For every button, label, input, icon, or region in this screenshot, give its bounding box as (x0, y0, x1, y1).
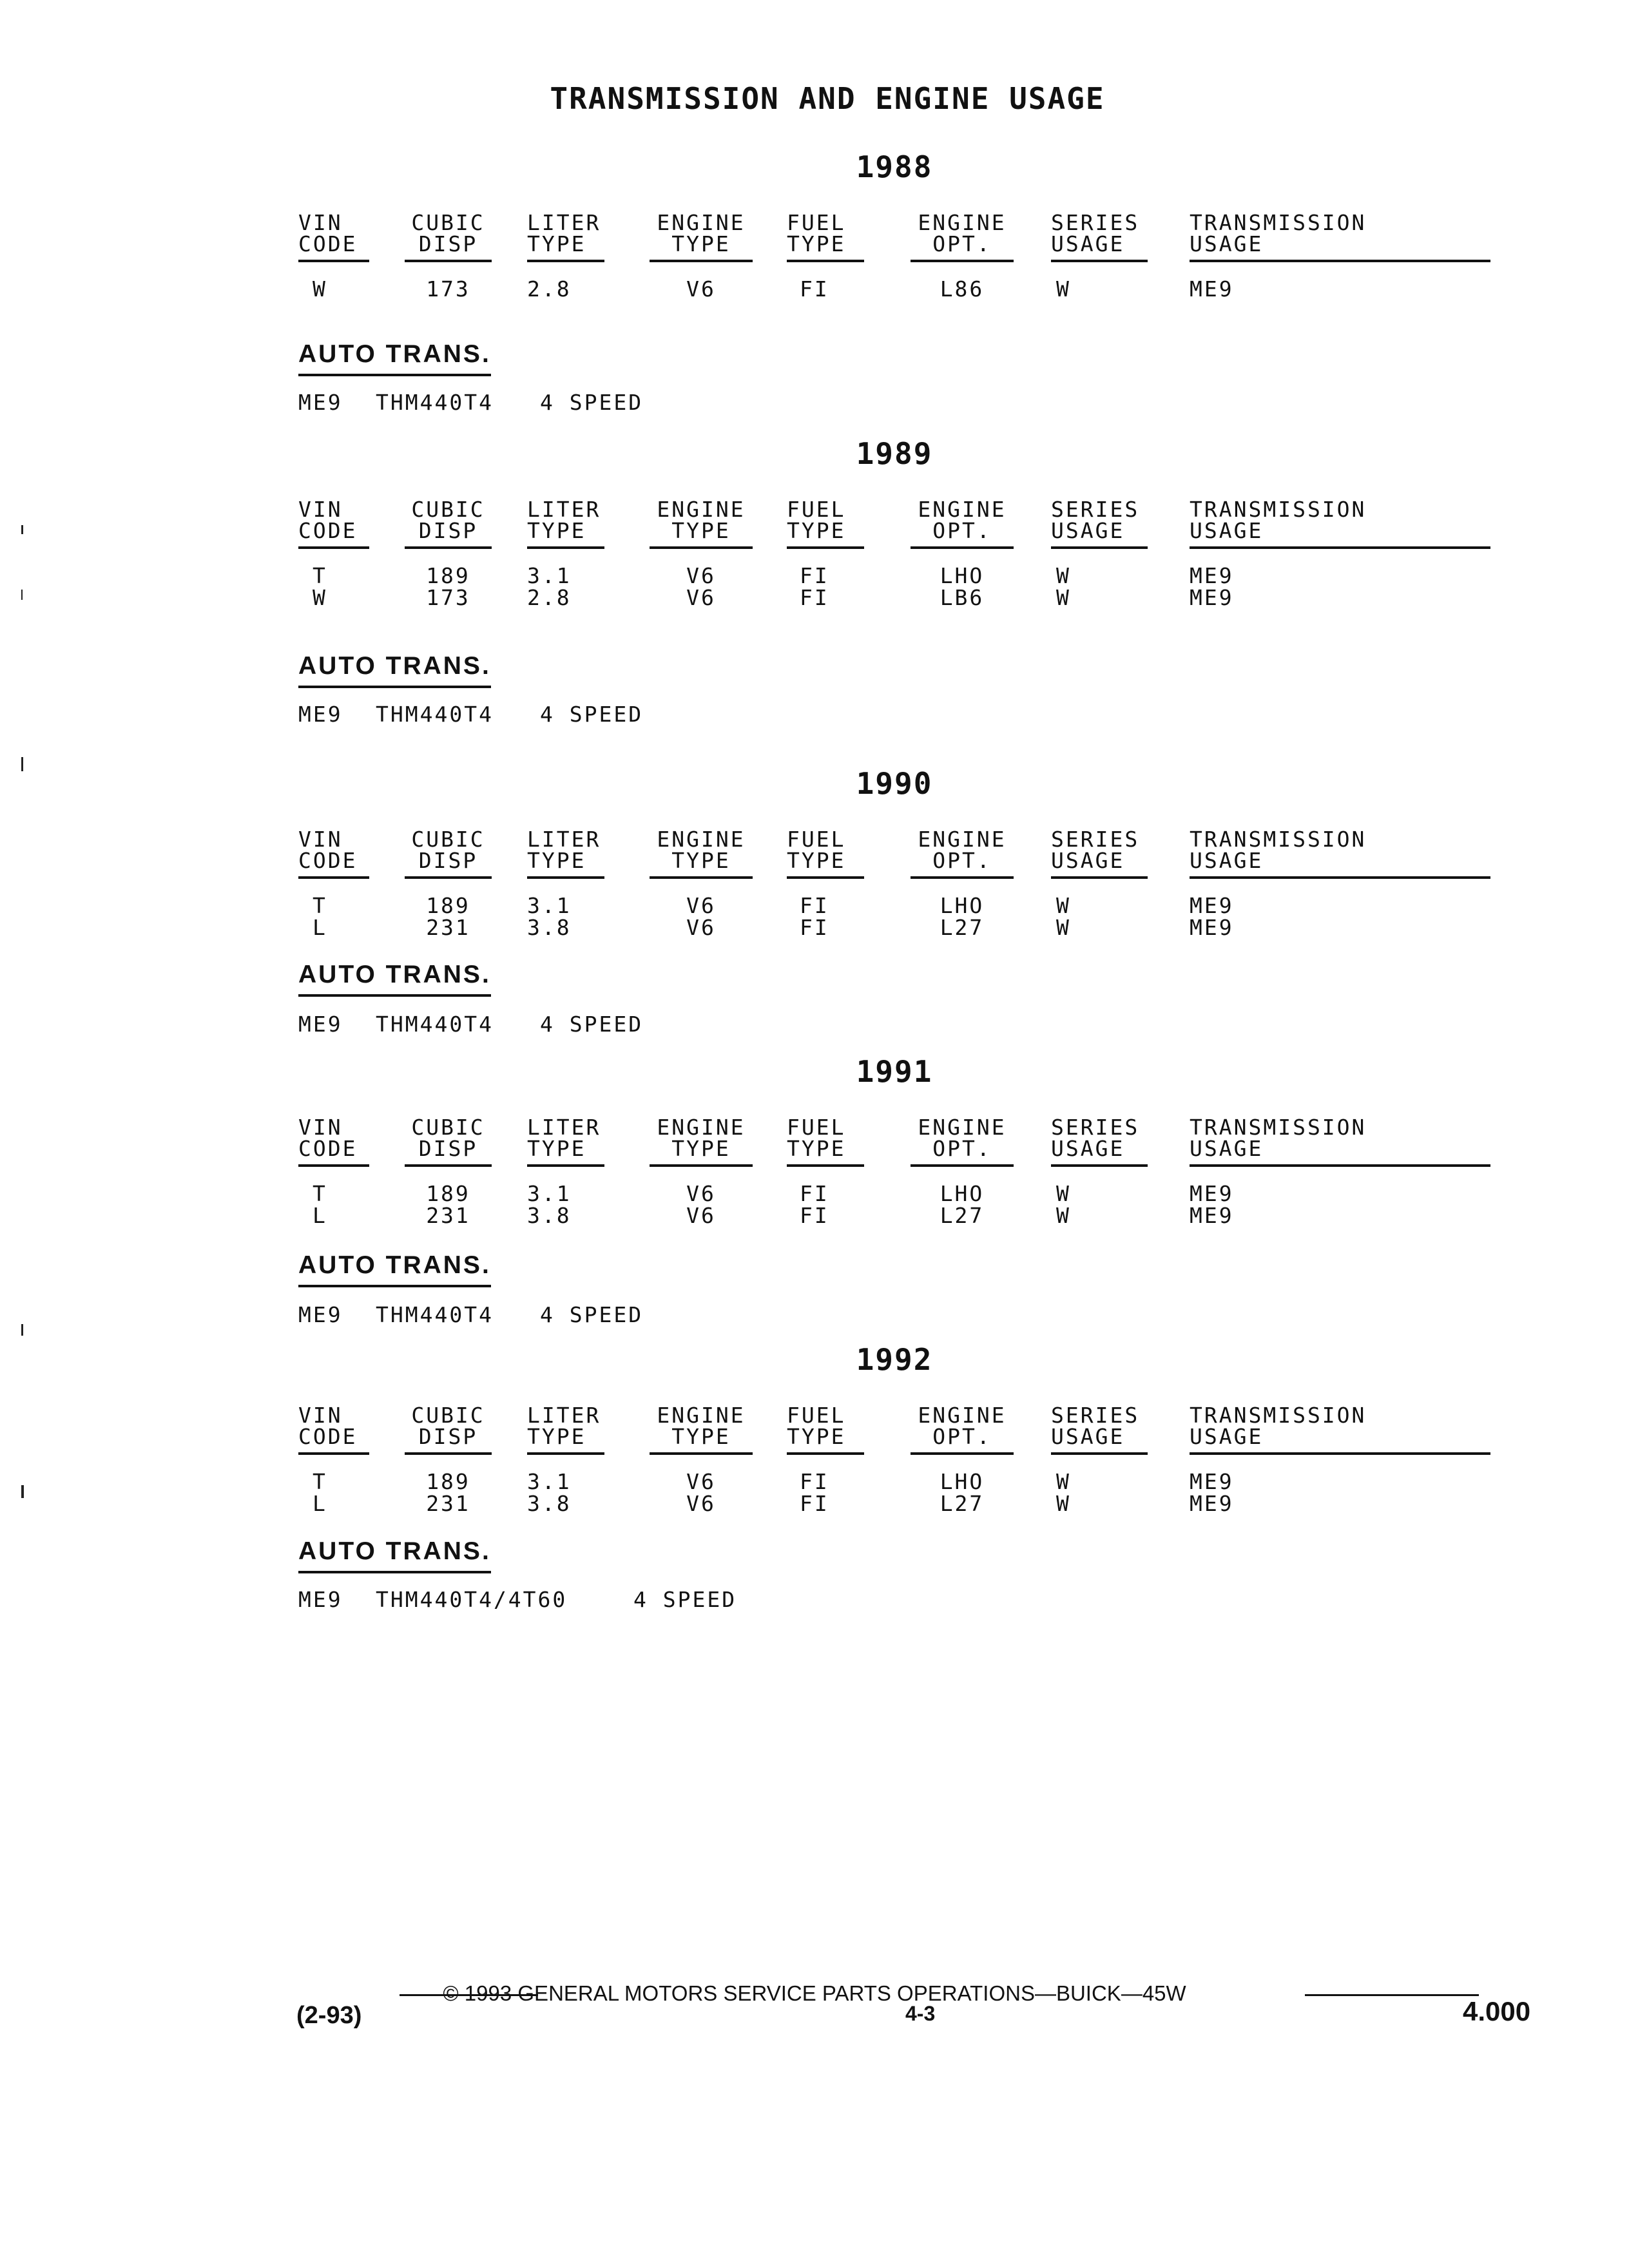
column-header: CUBIC (411, 1115, 485, 1140)
column-header: SERIES (1051, 1115, 1140, 1140)
table-cell: LHO (940, 1181, 985, 1206)
column-header: OPT. (911, 850, 1014, 879)
column-header: SERIES (1051, 497, 1140, 522)
column-header: FUEL (787, 1403, 846, 1428)
table-cell: LB6 (940, 585, 985, 610)
table-cell: W (1056, 1491, 1071, 1516)
table-cell: W (1056, 585, 1071, 610)
column-fuel (787, 212, 864, 300)
table-cell: L86 (940, 276, 985, 302)
table-cell: L (313, 1491, 327, 1516)
auto-trans-heading: AUTO TRANS. (298, 652, 491, 688)
year-heading: 1991 (856, 1054, 933, 1089)
table-cell: L (313, 915, 327, 940)
table-cell: 189 (426, 1469, 470, 1494)
table-cell: LHO (940, 1469, 985, 1494)
year-heading: 1992 (856, 1342, 933, 1377)
table-cell: L27 (940, 1203, 985, 1228)
auto-trans-speed: 4 SPEED (540, 390, 644, 415)
column-header: USAGE (1190, 520, 1490, 549)
table-cell: FI (800, 1181, 829, 1206)
column-cubic (405, 212, 492, 300)
table-cell: W (1056, 1469, 1071, 1494)
margin-mark (21, 590, 23, 600)
table-cell: 231 (426, 1491, 470, 1516)
auto-trans-heading: AUTO TRANS. (298, 340, 491, 376)
table-cell: 231 (426, 1203, 470, 1228)
column-header: ENGINE (657, 497, 746, 522)
margin-mark (21, 757, 23, 771)
column-liter (527, 1117, 604, 1227)
column-header: DISP (405, 233, 492, 262)
table-cell: ME9 (1190, 1491, 1234, 1516)
table-cell: T (313, 893, 327, 918)
table-cell: 231 (426, 915, 470, 940)
column-header: USAGE (1051, 1426, 1148, 1455)
column-fuel (787, 1405, 864, 1515)
footer-copyright: © 1993 GENERAL MOTORS SERVICE PARTS OPERATIONS—BUICK—45W (443, 1981, 1186, 2005)
column-header: ENGINE (657, 1115, 746, 1140)
column-trans (1190, 829, 1490, 939)
column-cubic (405, 829, 492, 939)
column-header: TYPE (650, 850, 753, 879)
table-cell: ME9 (1190, 1181, 1234, 1206)
column-header: DISP (405, 520, 492, 549)
column-header: TYPE (527, 1138, 604, 1167)
table-cell: 3.1 (527, 893, 572, 918)
column-header: TRANSMISSION (1190, 1403, 1367, 1428)
year-heading: 1988 (856, 149, 933, 184)
column-fuel (787, 829, 864, 939)
column-header: LITER (527, 1403, 601, 1428)
auto-trans-model: THM440T4 (376, 390, 494, 415)
table-cell: W (1056, 1181, 1071, 1206)
table-cell: 189 (426, 893, 470, 918)
column-header: USAGE (1190, 850, 1490, 879)
table-cell: ME9 (1190, 276, 1234, 302)
year-section-1992 (298, 1342, 1490, 1626)
column-fuel (787, 499, 864, 609)
auto-trans-code: ME9 (298, 702, 343, 727)
column-header: DISP (405, 850, 492, 879)
column-header: SERIES (1051, 827, 1140, 852)
table-cell: V6 (686, 1469, 716, 1494)
table-cell: T (313, 1469, 327, 1494)
column-opt (911, 829, 1014, 939)
column-trans (1190, 499, 1490, 609)
column-header: TYPE (527, 233, 604, 262)
auto-trans-code: ME9 (298, 1012, 343, 1037)
column-header: FUEL (787, 497, 846, 522)
column-series (1051, 1405, 1148, 1515)
column-engine (650, 1117, 753, 1227)
auto-trans-speed: 4 SPEED (540, 1012, 644, 1037)
table-cell: V6 (686, 893, 716, 918)
column-header: TYPE (527, 1426, 604, 1455)
auto-trans-heading: AUTO TRANS. (298, 961, 491, 997)
auto-trans-code: ME9 (298, 1302, 343, 1327)
margin-mark (21, 1324, 23, 1336)
table-cell: 3.1 (527, 1469, 572, 1494)
column-header: TYPE (650, 233, 753, 262)
column-header: FUEL (787, 827, 846, 852)
column-header: TYPE (787, 1138, 864, 1167)
column-header: USAGE (1051, 520, 1148, 549)
column-header: VIN (298, 827, 343, 852)
table-cell: W (1056, 1203, 1071, 1228)
table-cell: W (1056, 276, 1071, 302)
column-header: ENGINE (918, 827, 1007, 852)
table-cell: LHO (940, 893, 985, 918)
column-header: OPT. (911, 1138, 1014, 1167)
year-heading: 1989 (856, 436, 933, 471)
margin-mark (21, 1485, 24, 1498)
table-cell: T (313, 563, 327, 588)
column-series (1051, 829, 1148, 939)
column-header: SERIES (1051, 210, 1140, 235)
column-engine (650, 1405, 753, 1515)
table-cell: FI (800, 563, 829, 588)
footer-section-number: 4.000 (1463, 1996, 1531, 2026)
column-header: FUEL (787, 210, 846, 235)
auto-trans-model: THM440T4 (376, 1302, 494, 1327)
table-cell: ME9 (1190, 893, 1234, 918)
column-opt (911, 1405, 1014, 1515)
table-cell: V6 (686, 585, 716, 610)
auto-trans-model: THM440T4 (376, 702, 494, 727)
column-header: ENGINE (918, 210, 1007, 235)
table-cell: V6 (686, 1203, 716, 1228)
auto-trans-code: ME9 (298, 1587, 343, 1612)
table-cell: W (1056, 915, 1071, 940)
column-header: TYPE (787, 850, 864, 879)
table-cell: 2.8 (527, 276, 572, 302)
year-section-1989 (298, 436, 1490, 727)
column-header: TYPE (650, 1138, 753, 1167)
column-header: CUBIC (411, 210, 485, 235)
column-header: TYPE (650, 1426, 753, 1455)
column-header: VIN (298, 210, 343, 235)
table-cell: L27 (940, 1491, 985, 1516)
table-cell: ME9 (1190, 1203, 1234, 1228)
auto-trans-heading: AUTO TRANS. (298, 1537, 491, 1573)
column-header: CUBIC (411, 1403, 485, 1428)
table-cell: W (1056, 893, 1071, 918)
table-cell: ME9 (1190, 915, 1234, 940)
table-cell: V6 (686, 563, 716, 588)
column-header: TYPE (787, 1426, 864, 1455)
column-header: USAGE (1190, 1138, 1490, 1167)
table-cell: V6 (686, 915, 716, 940)
column-header: LITER (527, 1115, 601, 1140)
column-header: VIN (298, 497, 343, 522)
column-vin (298, 829, 369, 939)
table-cell: V6 (686, 1181, 716, 1206)
table-cell: 2.8 (527, 585, 572, 610)
column-engine (650, 212, 753, 300)
table-cell: W (313, 276, 327, 302)
table-cell: 189 (426, 1181, 470, 1206)
auto-trans-model: THM440T4 (376, 1012, 494, 1037)
column-header: SERIES (1051, 1403, 1140, 1428)
column-header: OPT. (911, 233, 1014, 262)
table-cell: 3.1 (527, 563, 572, 588)
table-cell: V6 (686, 276, 716, 302)
table-cell: W (313, 585, 327, 610)
column-vin (298, 1117, 369, 1227)
auto-trans-model: THM440T4/4T60 (376, 1587, 568, 1612)
column-liter (527, 212, 604, 300)
column-header: TRANSMISSION (1190, 497, 1367, 522)
table-cell: FI (800, 915, 829, 940)
year-section-1991 (298, 1054, 1490, 1338)
column-header: DISP (405, 1138, 492, 1167)
column-header: VIN (298, 1403, 343, 1428)
column-header: ENGINE (657, 827, 746, 852)
auto-trans-speed: 4 SPEED (540, 702, 644, 727)
column-header: LITER (527, 210, 601, 235)
table-cell: FI (800, 1491, 829, 1516)
column-header: CODE (298, 1426, 369, 1455)
column-header: USAGE (1051, 1138, 1148, 1167)
column-trans (1190, 1405, 1490, 1515)
column-header: LITER (527, 497, 601, 522)
table-cell: T (313, 1181, 327, 1206)
table-cell: W (1056, 563, 1071, 588)
column-header: USAGE (1190, 233, 1490, 262)
column-liter (527, 829, 604, 939)
table-cell: 3.8 (527, 1491, 572, 1516)
table-cell: FI (800, 893, 829, 918)
column-header: OPT. (911, 520, 1014, 549)
column-header: CODE (298, 850, 369, 879)
table-cell: FI (800, 276, 829, 302)
column-header: ENGINE (918, 1403, 1007, 1428)
table-cell: 3.1 (527, 1181, 572, 1206)
table-cell: 173 (426, 276, 470, 302)
column-trans (1190, 1117, 1490, 1227)
column-series (1051, 499, 1148, 609)
page-title: TRANSMISSION AND ENGINE USAGE (550, 81, 1105, 116)
table-cell: 3.8 (527, 1203, 572, 1228)
column-header: FUEL (787, 1115, 846, 1140)
table-cell: ME9 (1190, 1469, 1234, 1494)
year-section-1988 (298, 149, 1490, 433)
column-header: CODE (298, 1138, 369, 1167)
column-header: CUBIC (411, 497, 485, 522)
column-header: TYPE (787, 233, 864, 262)
table-cell: FI (800, 1469, 829, 1494)
table-cell: LHO (940, 563, 985, 588)
column-header: ENGINE (918, 1115, 1007, 1140)
table-cell: L (313, 1203, 327, 1228)
auto-trans-heading: AUTO TRANS. (298, 1251, 491, 1287)
column-header: OPT. (911, 1426, 1014, 1455)
column-header: CUBIC (411, 827, 485, 852)
column-header: LITER (527, 827, 601, 852)
column-header: CODE (298, 233, 369, 262)
column-header: DISP (405, 1426, 492, 1455)
table-cell: 173 (426, 585, 470, 610)
column-header: ENGINE (657, 1403, 746, 1428)
column-vin (298, 212, 369, 300)
footer-page-number: 4-3 (905, 2002, 936, 2025)
table-cell: 189 (426, 563, 470, 588)
table-cell: ME9 (1190, 585, 1234, 610)
column-cubic (405, 499, 492, 609)
column-cubic (405, 1117, 492, 1227)
column-header: USAGE (1051, 850, 1148, 879)
auto-trans-code: ME9 (298, 390, 343, 415)
column-cubic (405, 1405, 492, 1515)
column-opt (911, 1117, 1014, 1227)
column-header: ENGINE (918, 497, 1007, 522)
table-cell: L27 (940, 915, 985, 940)
column-header: VIN (298, 1115, 343, 1140)
column-header: TYPE (527, 850, 604, 879)
column-header: TYPE (787, 520, 864, 549)
column-header: USAGE (1190, 1426, 1490, 1455)
column-header: CODE (298, 520, 369, 549)
auto-trans-speed: 4 SPEED (633, 1587, 737, 1612)
table-cell: FI (800, 1203, 829, 1228)
margin-mark (21, 525, 23, 534)
year-section-1990 (298, 766, 1490, 1050)
column-fuel (787, 1117, 864, 1227)
column-opt (911, 212, 1014, 300)
column-header: TRANSMISSION (1190, 1115, 1367, 1140)
column-vin (298, 1405, 369, 1515)
column-engine (650, 829, 753, 939)
table-cell: ME9 (1190, 563, 1234, 588)
column-vin (298, 499, 369, 609)
column-header: ENGINE (657, 210, 746, 235)
column-header: TRANSMISSION (1190, 210, 1367, 235)
column-engine (650, 499, 753, 609)
footer-date-code: (2-93) (296, 2002, 362, 2029)
column-header: TYPE (527, 520, 604, 549)
year-heading: 1990 (856, 766, 933, 801)
table-cell: FI (800, 585, 829, 610)
table-cell: V6 (686, 1491, 716, 1516)
column-liter (527, 1405, 604, 1515)
column-series (1051, 212, 1148, 300)
column-header: TYPE (650, 520, 753, 549)
column-header: TRANSMISSION (1190, 827, 1367, 852)
auto-trans-speed: 4 SPEED (540, 1302, 644, 1327)
column-series (1051, 1117, 1148, 1227)
column-liter (527, 499, 604, 609)
column-opt (911, 499, 1014, 609)
column-header: USAGE (1051, 233, 1148, 262)
column-trans (1190, 212, 1490, 300)
table-cell: 3.8 (527, 915, 572, 940)
